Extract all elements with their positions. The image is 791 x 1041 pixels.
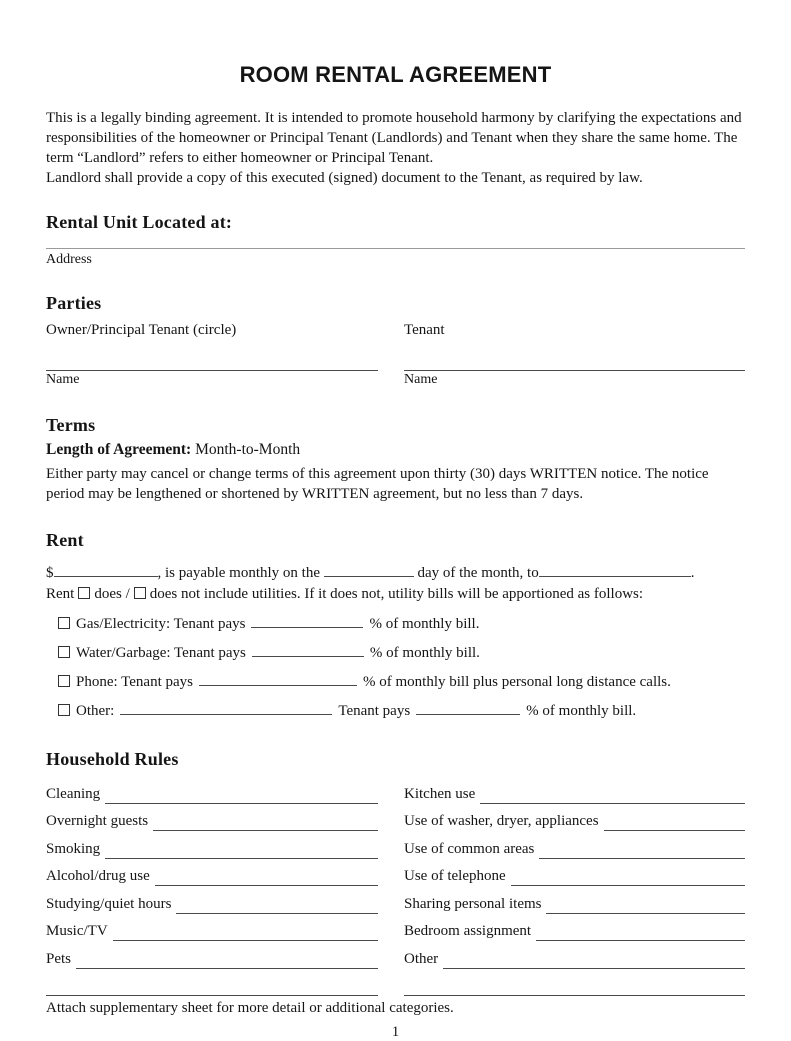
length-of-agreement-label: Length of Agreement:	[46, 441, 192, 458]
rule-row-bedroom-assignment	[404, 914, 745, 942]
phone-checkbox[interactable]	[58, 675, 70, 687]
rule-row-alcohol-drug-use	[46, 859, 378, 887]
smoking-field[interactable]	[105, 844, 378, 859]
rule-row-common-areas	[404, 831, 745, 859]
rent-amount-line	[46, 563, 745, 582]
rental-unit-heading: Rental Unit Located at:	[46, 212, 233, 232]
intro-text-2: Landlord shall provide a copy of this executed (signed) document to the Tenant, as required by law.	[46, 170, 643, 186]
rule-label: Bedroom assignment	[404, 923, 532, 939]
rule-label: Alcohol/drug use	[46, 868, 150, 884]
rule-row-extra-right	[404, 969, 745, 997]
pets-field[interactable]	[76, 954, 378, 969]
utility-row-phone	[58, 672, 745, 690]
gas-electricity-suffix: % of monthly bill.	[369, 616, 480, 632]
supplementary-note: Attach supplementary sheet for more detail or additional categories.	[46, 1000, 454, 1016]
owner-label: Owner/Principal Tenant (circle)	[46, 322, 237, 338]
gas-electricity-checkbox[interactable]	[58, 617, 70, 629]
rule-label: Studying/quiet hours	[46, 895, 172, 912]
cleaning-field[interactable]	[105, 789, 378, 804]
overnight-guests-field[interactable]	[153, 816, 378, 831]
rule-label: Other	[404, 950, 439, 967]
does-label: does	[94, 586, 122, 602]
rule-label: Overnight guests	[46, 813, 149, 829]
rule-row-cleaning	[46, 776, 378, 804]
extra-right-field[interactable]	[404, 981, 745, 996]
gas-electricity-label: Gas/Electricity: Tenant pays	[76, 616, 246, 632]
rule-row-other	[404, 941, 745, 969]
household-rules-section	[46, 749, 745, 1017]
parties-section	[46, 293, 745, 389]
rule-row-telephone	[404, 859, 745, 887]
gas-electricity-percent-field[interactable]	[251, 614, 363, 628]
terms-section	[46, 415, 745, 504]
studying-quiet-hours-field[interactable]	[176, 899, 378, 914]
utility-row-gas-electricity	[58, 614, 745, 632]
utility-row-other	[58, 701, 745, 719]
rule-label: Use of common areas	[404, 840, 535, 857]
household-rules-heading: Household Rules	[46, 749, 179, 769]
tenant-name-label: Name	[404, 372, 438, 387]
other-rule-field[interactable]	[443, 954, 745, 969]
tenant-label: Tenant	[404, 322, 445, 338]
alcohol-drug-use-field[interactable]	[155, 871, 378, 886]
rule-row-sharing-personal-items	[404, 886, 745, 914]
rule-label: Cleaning	[46, 785, 101, 802]
other-utility-suffix: % of monthly bill.	[526, 703, 637, 719]
utility-row-water-garbage	[58, 643, 745, 661]
rental-unit-section	[46, 212, 745, 269]
length-of-agreement-value: Month-to-Month	[195, 441, 301, 458]
water-garbage-suffix: % of monthly bill.	[369, 645, 480, 661]
rent-includes-prefix: Rent	[46, 586, 75, 602]
rent-utilities-line	[46, 586, 745, 603]
other-utility-checkbox[interactable]	[58, 704, 70, 716]
rule-row-music-tv	[46, 914, 378, 942]
phone-percent-field[interactable]	[199, 672, 357, 686]
rule-label: Kitchen use	[404, 785, 476, 802]
phone-label: Phone: Tenant pays	[76, 674, 193, 690]
rent-heading: Rent	[46, 530, 84, 550]
does-not-checkbox[interactable]	[134, 587, 146, 599]
rent-payable-text: , is payable monthly on the	[157, 565, 320, 581]
phone-suffix: % of monthly bill plus personal long distance calls.	[363, 674, 671, 690]
rent-section	[46, 530, 745, 719]
rule-label: Use of telephone	[404, 868, 506, 884]
rule-row-kitchen-use	[404, 776, 745, 804]
rule-row-studying-quiet-hours	[46, 886, 378, 914]
telephone-field[interactable]	[511, 871, 745, 886]
does-checkbox[interactable]	[78, 587, 90, 599]
address-label: Address	[46, 252, 92, 267]
other-utility-label: Other:	[76, 703, 115, 719]
rule-row-pets	[46, 941, 378, 969]
rule-label: Smoking	[46, 840, 101, 857]
rule-label: Sharing personal items	[404, 895, 542, 912]
water-garbage-percent-field[interactable]	[252, 643, 364, 657]
kitchen-use-field[interactable]	[480, 789, 745, 804]
rent-line-period: .	[690, 565, 695, 581]
rent-amount-field[interactable]	[54, 563, 158, 577]
washer-dryer-field[interactable]	[604, 816, 745, 831]
rule-label: Use of washer, dryer, appliances	[404, 813, 599, 829]
water-garbage-checkbox[interactable]	[58, 646, 70, 658]
rule-row-overnight-guests	[46, 804, 378, 832]
document-title: ROOM RENTAL AGREEMENT	[239, 62, 552, 87]
owner-name-field[interactable]	[46, 347, 378, 371]
rent-day-field[interactable]	[324, 563, 414, 577]
tenant-name-field[interactable]	[404, 347, 745, 371]
rule-label: Pets	[46, 950, 72, 967]
utilities-list	[46, 614, 745, 719]
does-not-label: does not include utilities. If it does not, utility bills will be apportioned as follows:	[149, 586, 644, 602]
other-utility-field[interactable]	[120, 701, 332, 715]
dollar-sign: $	[46, 565, 54, 581]
owner-name-label: Name	[46, 372, 80, 387]
other-utility-percent-field[interactable]	[416, 701, 520, 715]
rule-row-washer-dryer	[404, 804, 745, 832]
parties-heading: Parties	[46, 293, 102, 313]
bedroom-assignment-field[interactable]	[536, 926, 745, 941]
extra-left-field[interactable]	[46, 981, 378, 996]
intro-text-1: This is a legally binding agreement. It is intended to promote household harmony by clarifying the expectations and responsibilities of the homeowner or Principal Tenant (Landlords) and Tenant when they share the same home. The term “Landlord” refers to either homeowner or Principal Tenant.	[46, 110, 742, 166]
rent-day-text: day of the month, to	[417, 565, 539, 581]
does-separator: /	[125, 586, 130, 602]
intro-paragraph	[46, 108, 745, 188]
rule-row-extra-left	[46, 969, 378, 997]
terms-heading: Terms	[46, 415, 96, 435]
sharing-personal-items-field[interactable]	[546, 899, 745, 914]
page-number: 1	[391, 1024, 400, 1040]
other-utility-mid: Tenant pays	[338, 703, 411, 719]
rule-row-smoking	[46, 831, 378, 859]
terms-body: Either party may cancel or change terms of this agreement upon thirty (30) days WRITTEN notice. The notice period may be lengthened or shortened by WRITTEN agreement, but no less than 7 days.	[46, 466, 709, 502]
water-garbage-label: Water/Garbage: Tenant pays	[76, 645, 246, 661]
common-areas-field[interactable]	[539, 844, 745, 859]
music-tv-field[interactable]	[113, 926, 378, 941]
rule-label: Music/TV	[46, 923, 108, 939]
rent-payee-field[interactable]	[539, 563, 691, 577]
household-rules-grid	[46, 776, 745, 996]
address-field[interactable]	[46, 233, 745, 249]
